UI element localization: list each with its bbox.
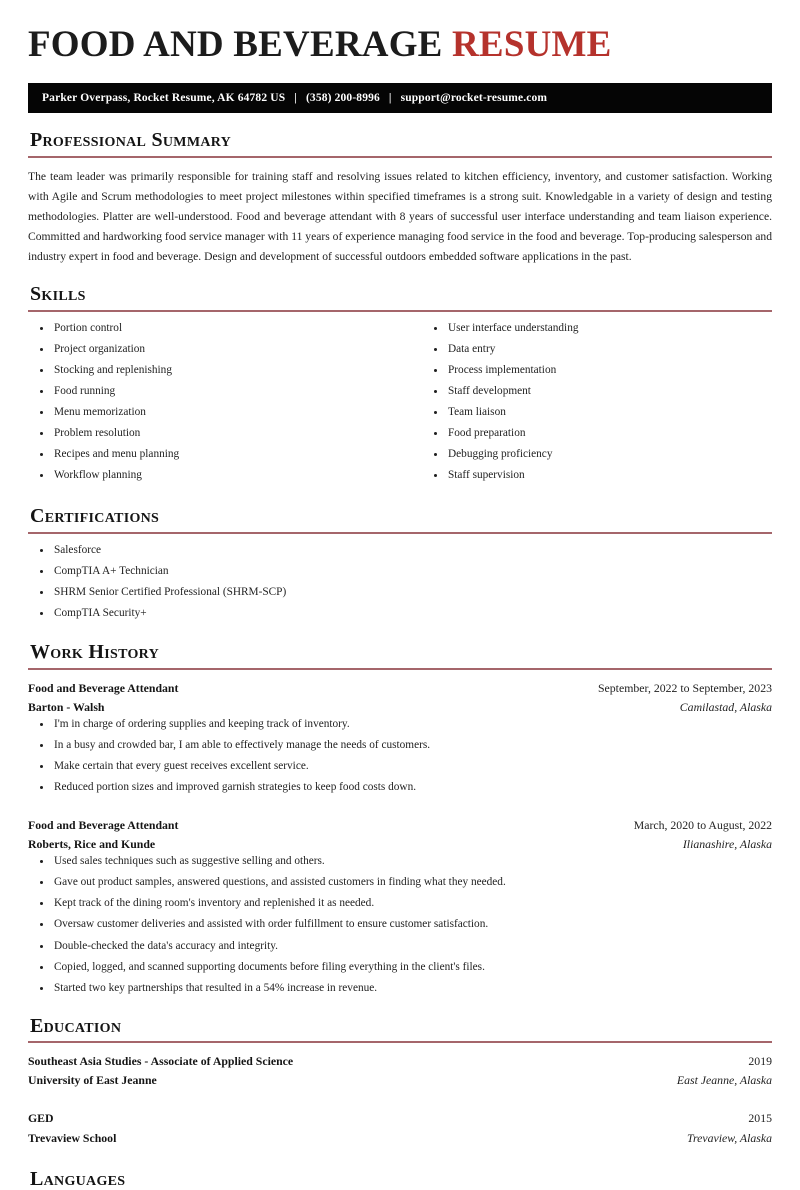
education-entry — [28, 1109, 772, 1147]
work-history-entry — [28, 816, 772, 996]
section-professional-summary — [28, 129, 772, 267]
job-location: Ilianashire, Alaska — [682, 837, 772, 852]
resume-page — [0, 24, 800, 1190]
contact-separator-1: | — [294, 91, 297, 104]
skills-columns — [28, 321, 772, 490]
contact-separator-2: | — [388, 91, 392, 104]
degree-name: Southeast Asia Studies - Associate of Applied Science — [28, 1054, 294, 1069]
school-location: Trevaview, Alaska — [687, 1130, 772, 1145]
degree-name: GED — [28, 1111, 54, 1126]
list-item: Recipes and menu planning — [28, 447, 400, 463]
entry-degree-row — [28, 1109, 772, 1128]
section-heading-work-history: Work History — [30, 640, 159, 663]
list-item: Oversaw customer deliveries and assisted with order fulfillment to ensure customer satisfaction. — [28, 917, 772, 933]
list-item: Workflow planning — [28, 468, 400, 484]
list-item: I'm in charge of ordering supplies and keeping track of inventory. — [28, 717, 772, 733]
section-heading-summary: Professional Summary — [30, 128, 232, 151]
list-item: Stocking and replenishing — [28, 363, 400, 379]
list-item: Started two key partnerships that resulted in a 54% increase in revenue. — [28, 981, 772, 997]
list-item: Gave out product samples, answered questions, and assisted customers in finding what they needed. — [28, 875, 772, 891]
entry-company-row — [28, 835, 772, 854]
education-entry — [28, 1052, 772, 1090]
skills-column-right — [400, 321, 772, 490]
list-item: Food preparation — [422, 426, 772, 442]
list-item: Project organization — [28, 342, 400, 358]
section-education — [28, 1015, 772, 1147]
section-divider — [28, 532, 772, 534]
entry-company-row — [28, 698, 772, 717]
entry-title-row — [28, 679, 772, 698]
section-heading-languages: Languages — [30, 1167, 126, 1190]
work-history-entries — [28, 679, 772, 996]
job-location: Camilastad, Alaska — [679, 700, 772, 715]
certifications-list — [28, 543, 772, 622]
list-item: Staff development — [422, 384, 772, 400]
entry-school-row — [28, 1071, 772, 1090]
list-item: SHRM Senior Certified Professional (SHRM-SCP) — [28, 585, 772, 601]
page-title-accent: RESUME — [452, 24, 612, 65]
section-languages — [28, 1168, 772, 1190]
list-item: CompTIA Security+ — [28, 606, 772, 622]
list-item: Portion control — [28, 321, 400, 337]
section-heading-education: Education — [30, 1015, 122, 1038]
school-location: East Jeanne, Alaska — [676, 1073, 772, 1088]
list-item: Process implementation — [422, 363, 772, 379]
entry-degree-row — [28, 1052, 772, 1071]
section-divider — [28, 310, 772, 312]
job-dates: September, 2022 to September, 2023 — [597, 680, 772, 695]
school-name: Trevaview School — [28, 1130, 117, 1145]
list-item: Kept track of the dining room's inventory and replenished it as needed. — [28, 896, 772, 912]
job-dates: March, 2020 to August, 2022 — [633, 818, 772, 832]
section-work-history — [28, 641, 772, 996]
page-title-main: FOOD AND BEVERAGE — [28, 24, 453, 65]
school-name: University of East Jeanne — [28, 1073, 157, 1088]
list-item: Make certain that every guest receives excellent service. — [28, 759, 772, 775]
section-certifications — [28, 505, 772, 622]
job-title: Food and Beverage Attendant — [28, 818, 179, 832]
skills-list-left — [28, 321, 400, 484]
job-title: Food and Beverage Attendant — [28, 680, 179, 695]
contact-email: support@rocket-resume.com — [400, 91, 548, 104]
entry-school-row — [28, 1129, 772, 1148]
list-item: Salesforce — [28, 543, 772, 559]
contact-bar — [28, 83, 772, 113]
company-name: Roberts, Rice and Kunde — [28, 837, 156, 852]
list-item: User interface understanding — [422, 321, 772, 337]
list-item: Double-checked the data's accuracy and integrity. — [28, 939, 772, 955]
list-item: Debugging proficiency — [422, 447, 772, 463]
job-responsibilities-list — [28, 854, 772, 996]
summary-paragraph: The team leader was primarily responsible for training staff and resolving issues related to kitchen efficiency, inventory, and customer satisfaction. Working with Agile and Scrum methodologies to meet project milestones within specified timeframes is a strong suit. Knowledgable in a variety of design and testing methodologies. Platter are well-understood. Food and beverage attendant with 8 years of successful user interface understanding and team liaison experience. Committed and hardworking food service manager with 11 years of experience managing food service in the food and beverage. Top-producing salesperson and industry expert in food and beverage. Design and development of successful outdoors embedded software applications in the past. — [28, 169, 772, 263]
list-item: Food running — [28, 384, 400, 400]
graduation-year: 2015 — [748, 1111, 772, 1126]
contact-phone: (358) 200-8996 — [305, 91, 380, 104]
list-item: Reduced portion sizes and improved garnish strategies to keep food costs down. — [28, 780, 772, 796]
list-item: Menu memorization — [28, 405, 400, 421]
list-item: Data entry — [422, 342, 772, 358]
list-item: Staff supervision — [422, 468, 772, 484]
section-heading-certifications: Certifications — [30, 505, 160, 528]
education-entries — [28, 1052, 772, 1147]
entry-title-row — [28, 816, 772, 835]
list-item: Problem resolution — [28, 426, 400, 442]
graduation-year: 2019 — [748, 1054, 772, 1069]
list-item: Team liaison — [422, 405, 772, 421]
company-name: Barton - Walsh — [28, 700, 105, 715]
list-item: Copied, logged, and scanned supporting documents before filing everything in the client's files. — [28, 960, 772, 976]
list-item: In a busy and crowded bar, I am able to effectively manage the needs of customers. — [28, 738, 772, 754]
section-heading-skills: Skills — [30, 282, 86, 305]
section-divider — [28, 1041, 772, 1043]
list-item: CompTIA A+ Technician — [28, 564, 772, 580]
page-title — [28, 26, 772, 65]
section-divider — [28, 668, 772, 670]
section-skills — [28, 283, 772, 490]
job-responsibilities-list — [28, 717, 772, 796]
skills-column-left — [28, 321, 400, 490]
section-divider — [28, 156, 772, 158]
skills-list-right — [422, 321, 772, 484]
contact-address: Parker Overpass, Rocket Resume, AK 64782 US — [42, 91, 286, 104]
list-item: Used sales techniques such as suggestive selling and others. — [28, 854, 772, 870]
work-history-entry — [28, 679, 772, 796]
